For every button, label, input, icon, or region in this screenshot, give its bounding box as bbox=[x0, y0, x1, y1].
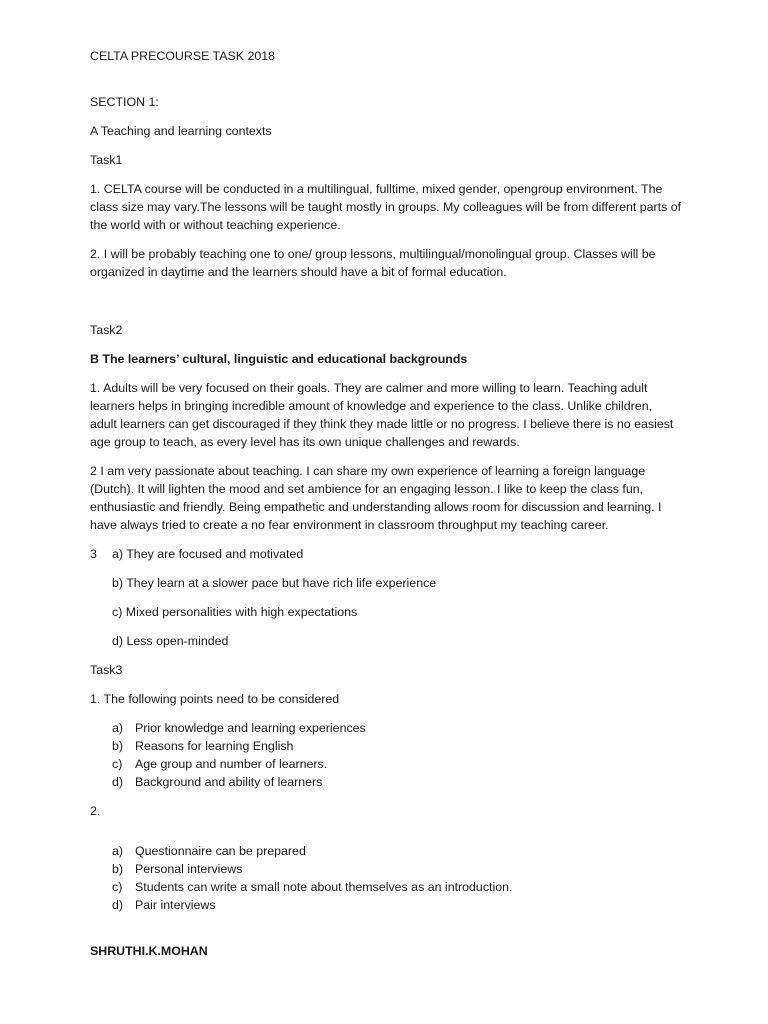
task1-paragraph-1: 1. CELTA course will be conducted in a multilingual, fulltime, mixed gender, opengroup environment. The class size may vary.The lessons will be taught mostly in groups. My colleagues will be from different parts of the world with or without teaching experience. bbox=[90, 182, 682, 232]
question-number: 3 bbox=[90, 547, 97, 561]
list-item bbox=[90, 773, 682, 791]
list-text: Questionnaire can be prepared bbox=[135, 844, 306, 858]
list-marker: c) bbox=[112, 757, 123, 771]
list-marker: b) bbox=[112, 739, 124, 753]
subheading-a: A Teaching and learning contexts bbox=[90, 124, 272, 138]
task1-paragraph-2: 2. I will be probably teaching one to one/ group lessons, multilingual/monolingual group. Classes will be organized in daytime and the learners should have a bit of formal education. bbox=[90, 247, 656, 279]
list-item bbox=[90, 842, 682, 860]
task3-list-1 bbox=[90, 719, 682, 791]
list-item bbox=[90, 755, 682, 773]
task3-heading: Task3 bbox=[90, 663, 123, 677]
task3-list-2 bbox=[90, 842, 682, 914]
subheading-b: B The learners’ cultural, linguistic and educational backgrounds bbox=[90, 352, 468, 366]
list-text: Students can write a small note about themselves as an introduction. bbox=[135, 880, 513, 894]
task2-paragraph-2: 2 I am very passionate about teaching. I can share my own experience of learning a foreign language (Dutch). It will lighten the mood and set ambience for an engaging lesson. I like to keep the class fun, enthusiastic and friendly. Being empathetic and understanding allows room for discussion and learning. I have always tried to create a no fear environment in classroom throughput my teaching career. bbox=[90, 464, 662, 532]
list-marker: d) bbox=[112, 775, 124, 789]
list-marker: b) bbox=[112, 862, 124, 876]
task2-question-3 bbox=[90, 545, 682, 563]
document-title: CELTA PRECOURSE TASK 2018 bbox=[90, 49, 276, 63]
task3-paragraph-1: 1. The following points need to be considered bbox=[90, 692, 340, 706]
answer-d: d) Less open-minded bbox=[112, 634, 229, 648]
author-name: SHRUTHI.K.MOHAN bbox=[90, 944, 208, 958]
list-text: Background and ability of learners bbox=[135, 775, 323, 789]
list-marker: a) bbox=[112, 844, 124, 858]
document-body bbox=[90, 47, 682, 925]
list-text: Pair interviews bbox=[135, 898, 216, 912]
list-item bbox=[90, 719, 682, 737]
task2-paragraph-1: 1. Adults will be very focused on their goals. They are calmer and more willing to learn. Teaching adult learners helps in bringing incredible amount of knowledge and experience to the class. Unlike children, adult learners can get discouraged if they think they made little or no progress. I believe there is no easiest age group to teach, as every level has its own unique challenges and rewards. bbox=[90, 381, 674, 449]
answer-b: b) They learn at a slower pace but have rich life experience bbox=[112, 576, 437, 590]
list-item bbox=[90, 860, 682, 878]
task3-paragraph-2: 2. bbox=[90, 804, 101, 818]
section-heading: SECTION 1: bbox=[90, 95, 159, 109]
list-text: Reasons for learning English bbox=[135, 739, 294, 753]
answer-a: a) They are focused and motivated bbox=[112, 547, 304, 561]
list-marker: a) bbox=[112, 721, 124, 735]
list-text: Prior knowledge and learning experiences bbox=[135, 721, 366, 735]
list-item bbox=[90, 737, 682, 755]
list-item bbox=[90, 896, 682, 914]
task1-heading: Task1 bbox=[90, 153, 123, 167]
list-text: Age group and number of learners. bbox=[135, 757, 328, 771]
answer-c: c) Mixed personalities with high expectations bbox=[112, 605, 358, 619]
list-text: Personal interviews bbox=[135, 862, 243, 876]
task2-heading: Task2 bbox=[90, 323, 123, 337]
list-marker: c) bbox=[112, 880, 123, 894]
list-item bbox=[90, 878, 682, 896]
answer-list bbox=[90, 574, 682, 650]
list-marker: d) bbox=[112, 898, 124, 912]
